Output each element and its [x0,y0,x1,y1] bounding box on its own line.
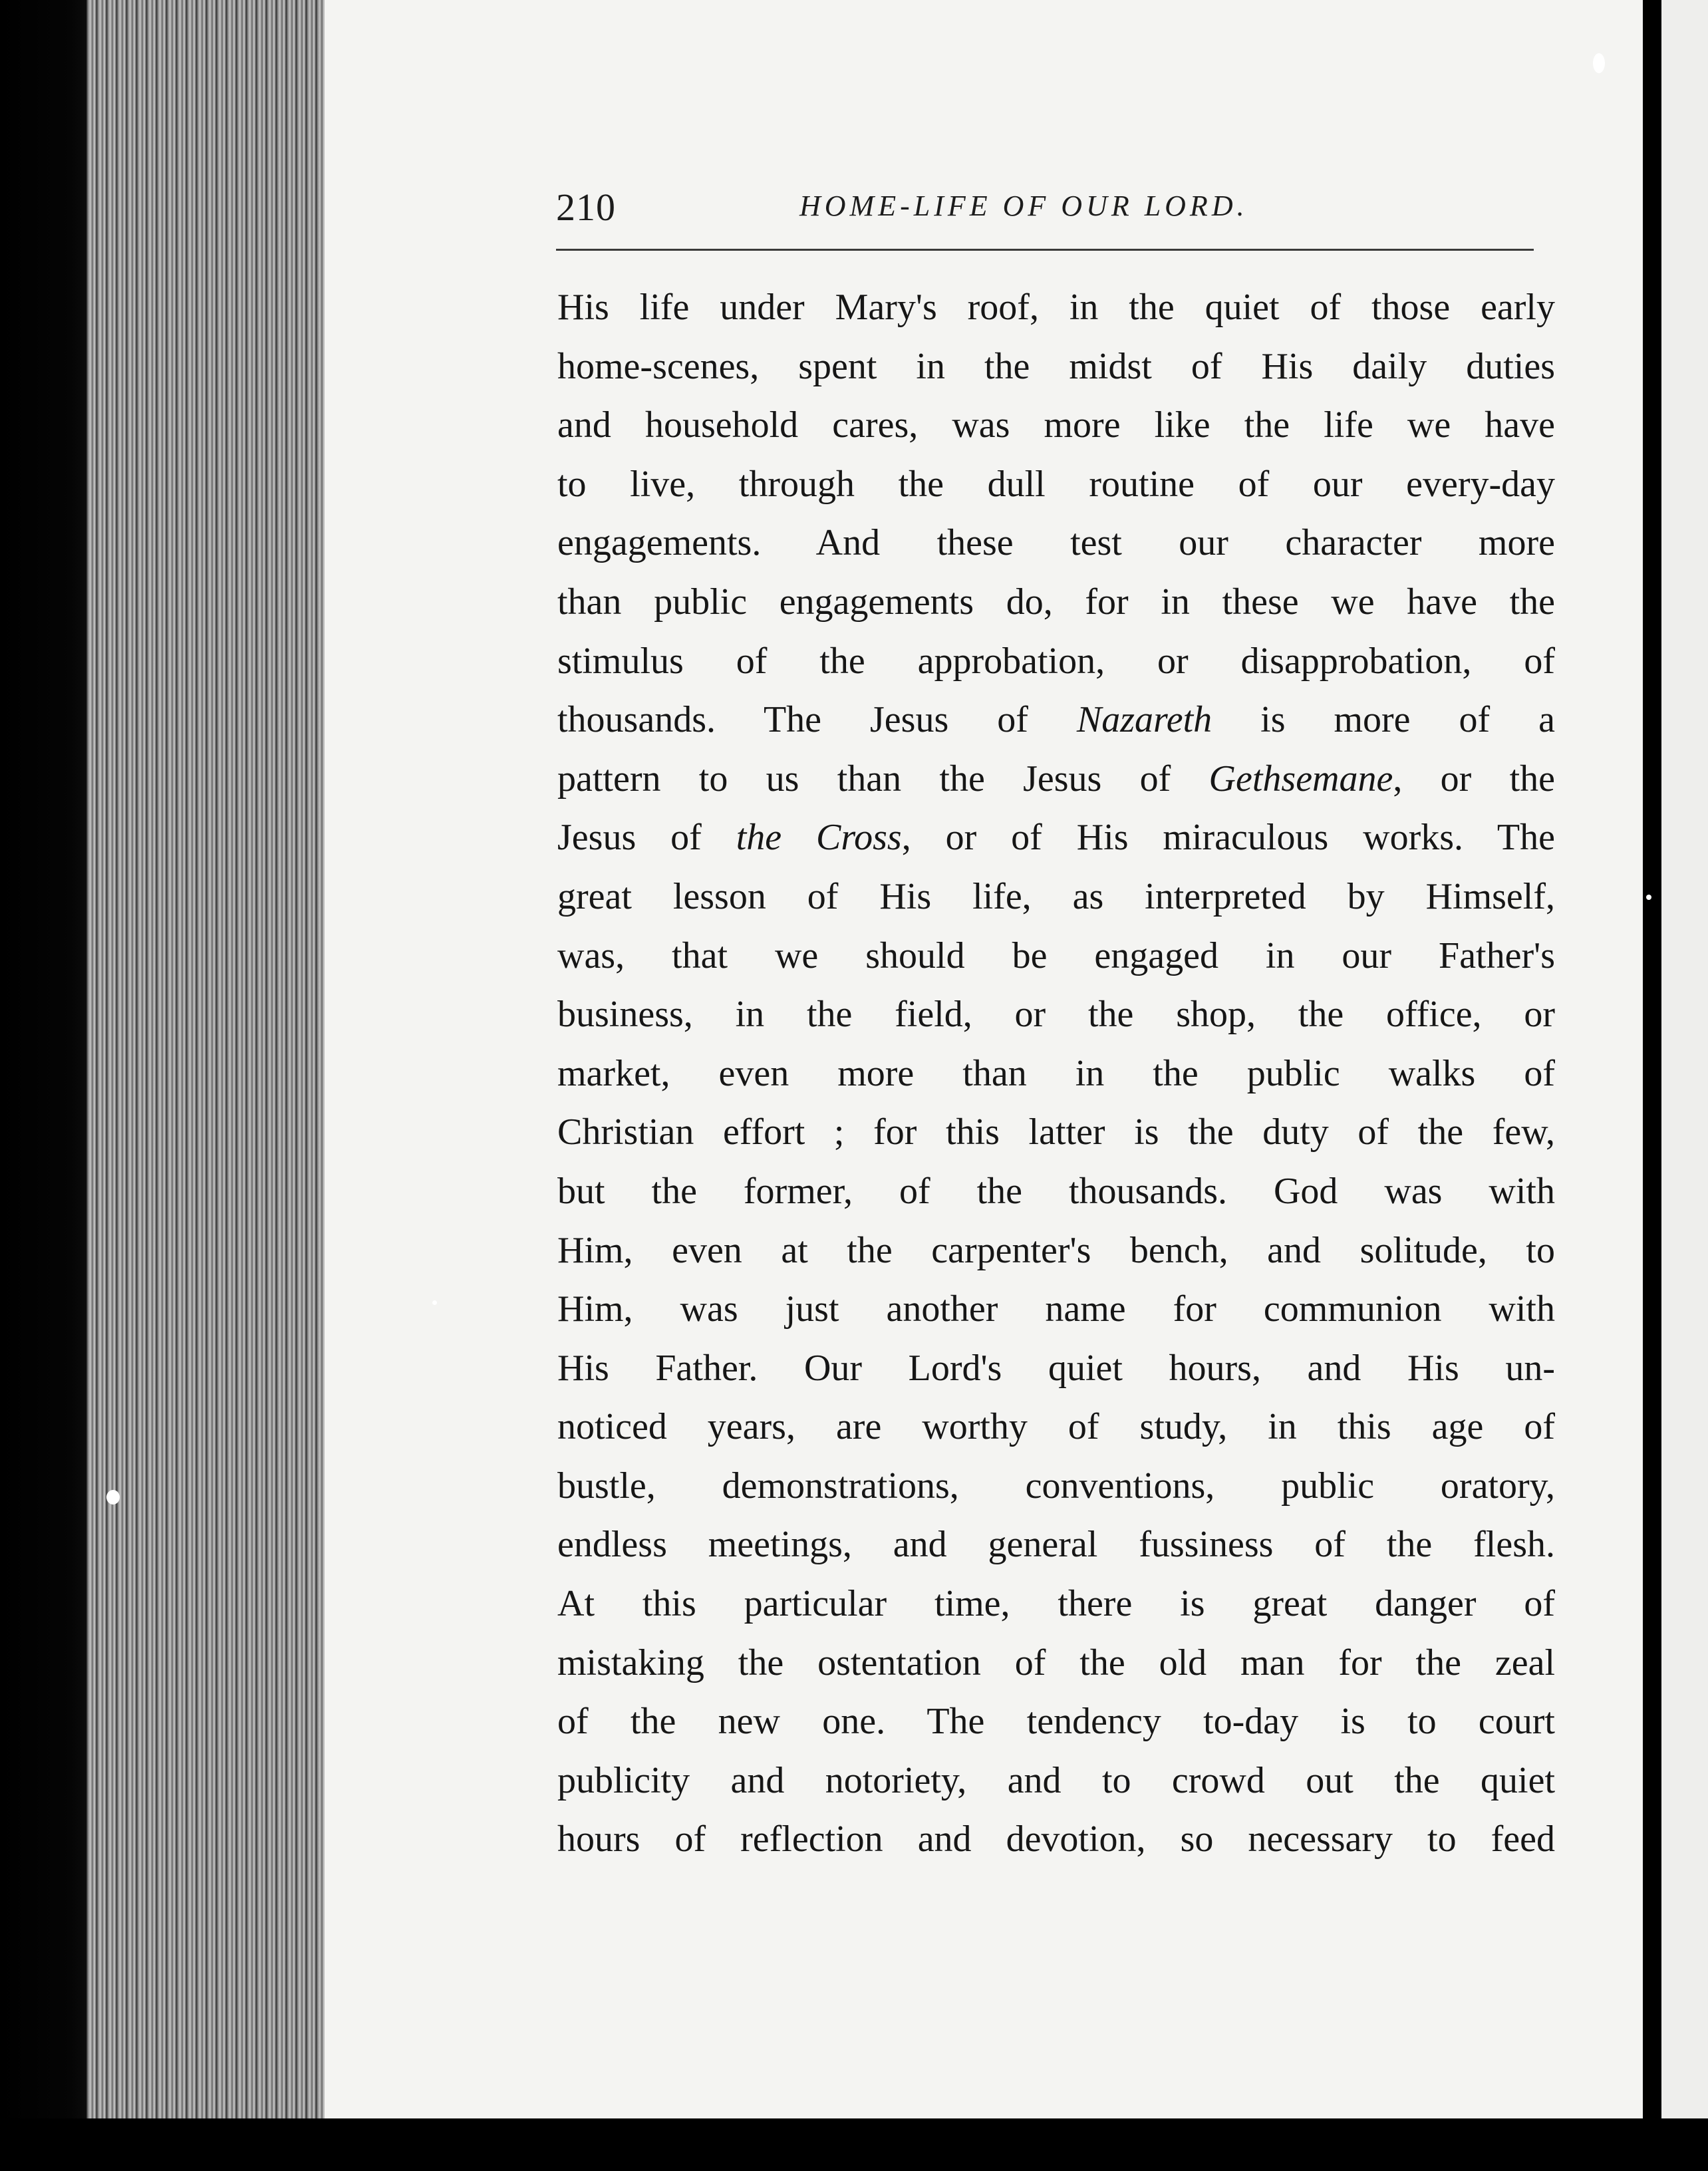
text-line [557,1397,1555,1457]
text-line [557,690,1555,750]
text-run: endless meetings, and general fussiness of the flesh. [557,1524,1555,1566]
text-run: but the former, of the thousands. God was with [557,1170,1555,1212]
text-line [557,1574,1555,1634]
text-run: to live, through the dull routine of our every-day [557,463,1555,505]
text-run: His Father. Our Lord's quiet hours, and His un- [557,1347,1555,1389]
text-line [557,1221,1555,1280]
text-line [557,513,1555,573]
text-run: than public engagements do, for in these we have the [557,581,1555,623]
text-line [557,1810,1555,1869]
text-run: engagements. And these test our character more [557,522,1555,564]
text-run: At this particular time, there is great danger of [557,1583,1555,1625]
text-run: hours of reflection and devotion, so necessary to feed [557,1818,1555,1860]
text-line [557,1692,1555,1751]
text-line [557,573,1555,632]
scan-speck [432,1300,437,1305]
body-text [557,278,1555,1869]
text-line [557,1515,1555,1574]
text-run: pattern to us than the Jesus of [557,758,1209,799]
text-run: is more of a [1212,699,1556,741]
text-run: Jesus of [557,817,736,859]
text-run: publicity and notoriety, and to crowd out the quiet [557,1759,1555,1801]
text-run: home-scenes, spent in the midst of His daily duties [557,345,1555,387]
stacked-page-edges [86,0,326,2128]
text-line [557,1044,1555,1103]
header-rule [556,249,1534,251]
text-line [557,337,1555,396]
text-line [557,985,1555,1044]
text-line [557,1457,1555,1516]
page-header [556,185,1534,238]
italic-phrase: Gethsemane [1209,758,1393,799]
text-line [557,455,1555,514]
bottom-border [0,2118,1708,2171]
facing-page-edge [1661,0,1708,2118]
italic-phrase: the Cross [736,817,902,859]
text-line [557,1103,1555,1162]
text-run: mistaking the ostentation of the old man for the zeal [557,1642,1555,1683]
text-line [557,927,1555,986]
text-run: His life under Mary's roof, in the quiet of those early [557,287,1555,328]
text-run: was, that we should be engaged in our Father's [557,935,1555,976]
text-run: and household cares, was more like the life we have [557,404,1555,446]
text-run: noticed years, are worthy of study, in this age of [557,1406,1555,1448]
text-run: of the new one. The tendency to-day is to court [557,1701,1555,1743]
text-line [557,632,1555,691]
scan-speck [1593,53,1605,73]
text-line [557,1280,1555,1339]
running-title: HOME-LIFE OF OUR LORD. [799,190,1248,222]
text-line [557,1339,1555,1398]
text-run: stimulus of the approbation, or disapprobation, of [557,640,1555,682]
text-line [557,396,1555,455]
italic-phrase: Nazareth [1076,699,1212,741]
text-run: Him, even at the carpenter's bench, and solitude, to [557,1229,1555,1271]
text-run: business, in the field, or the shop, the office, or [557,994,1555,1036]
text-line [557,1162,1555,1221]
text-line [557,1751,1555,1810]
scan-speck [106,1490,120,1505]
text-line [557,278,1555,337]
text-run: , or of His miraculous works. The [901,817,1555,859]
text-run: great lesson of His life, as interpreted by Himself, [557,875,1555,917]
text-run: Him, was just another name for communion with [557,1288,1555,1330]
text-line [557,1634,1555,1693]
text-line [557,808,1555,867]
text-run: , or the [1393,758,1555,799]
text-run: market, even more than in the public walks of [557,1052,1555,1094]
text-run: bustle, demonstrations, conventions, public oratory, [557,1465,1555,1507]
text-line [557,867,1555,927]
text-line [557,750,1555,809]
text-run: Christian effort ; for this latter is the duty of the few, [557,1111,1555,1153]
page-number: 210 [556,186,616,229]
text-run: thousands. The Jesus of [557,699,1077,741]
scan-speck [1646,895,1651,900]
